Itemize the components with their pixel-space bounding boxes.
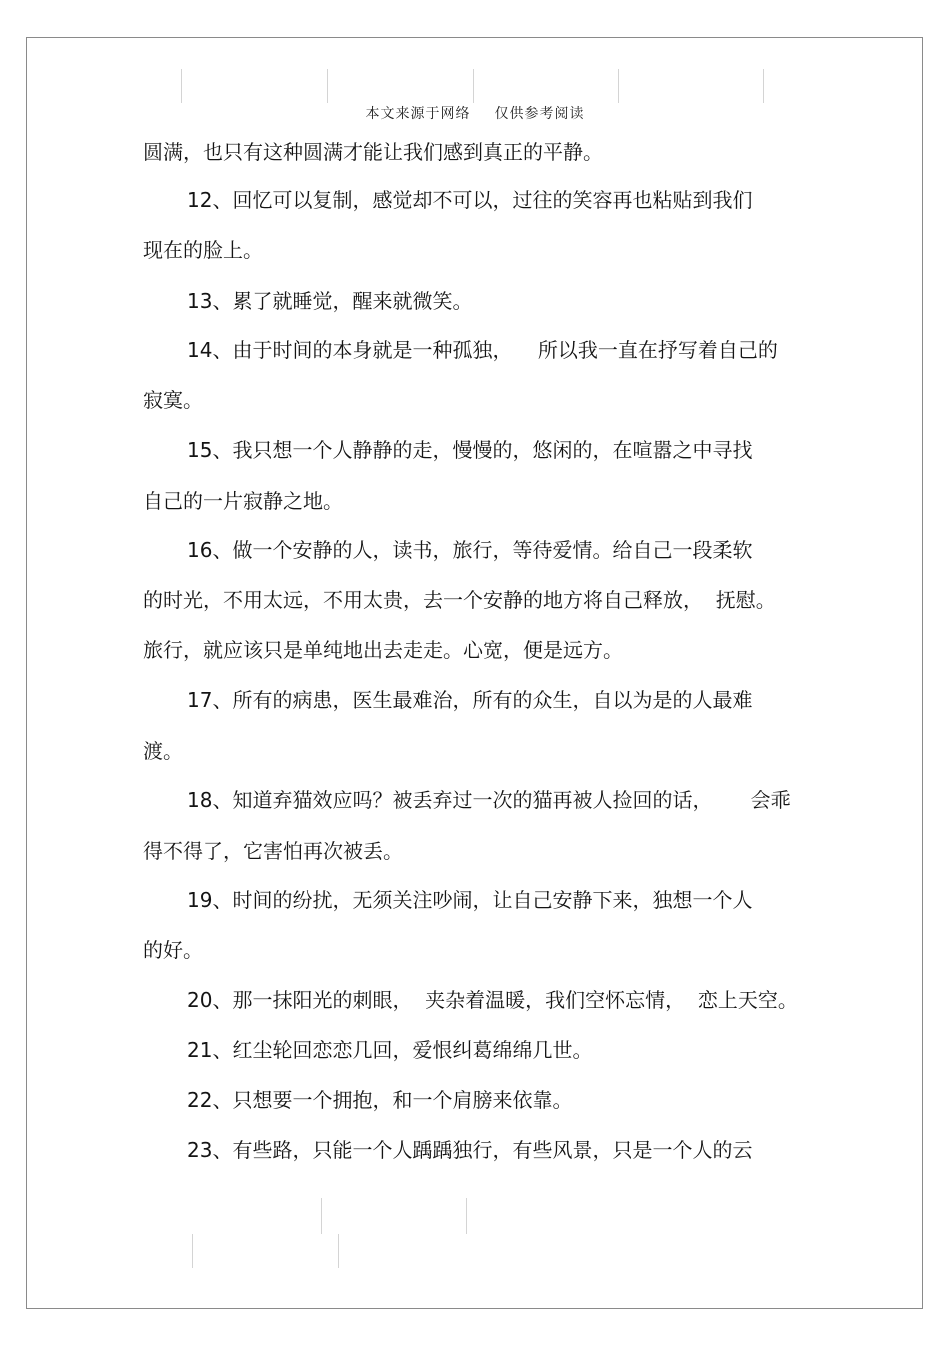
top-column-tick	[618, 69, 619, 103]
text-line: 旅行，就应该只是单纯地出去走走。心宽，便是远方。	[143, 638, 623, 662]
page-border	[26, 37, 923, 1309]
bottom-column-tick	[321, 1198, 322, 1234]
text-line: 19、时间的纷扰，无须关注吵闹，让自己安静下来，独想一个人	[187, 888, 753, 912]
text-line: 自己的一片寂静之地。	[143, 489, 343, 513]
text-line: 22、只想要一个拥抱，和一个肩膀来依靠。	[187, 1088, 573, 1112]
text-line: 15、我只想一个人静静的走，慢慢的，悠闲的，在喧嚣之中寻找	[187, 438, 753, 462]
text-line: 13、累了就睡觉，醒来就微笑。	[187, 289, 473, 313]
text-line: 圆满，也只有这种圆满才能让我们感到真正的平静。	[143, 140, 603, 164]
text-line: 的时光，不用太远，不用太贵，去一个安静的地方将自己释放， 抚慰。	[143, 588, 776, 612]
text-line: 14、由于时间的本身就是一种孤独， 所以我一直在抒写着自己的	[187, 338, 778, 362]
text-line: 现在的脸上。	[143, 238, 263, 262]
source-note: 本文来源于网络	[365, 106, 471, 122]
header-note	[0, 103, 950, 123]
text-line: 渡。	[143, 739, 183, 763]
text-line: 寂寞。	[143, 388, 203, 412]
text-line: 17、所有的病患，医生最难治，所有的众生，自以为是的人最难	[187, 688, 753, 712]
bottom-column-tick	[466, 1198, 467, 1234]
text-line: 16、做一个安静的人，读书，旅行，等待爱情。给自己一段柔软	[187, 538, 753, 562]
bottom-column-tick	[338, 1234, 339, 1268]
reference-note: 仅供参考阅读	[494, 106, 585, 122]
text-line: 23、有些路，只能一个人踽踽独行，有些风景，只是一个人的云	[187, 1138, 753, 1162]
bottom-column-tick	[192, 1234, 193, 1268]
top-column-tick	[473, 69, 474, 103]
text-line: 18、知道弃猫效应吗？被丢弃过一次的猫再被人捡回的话， 会乖	[187, 788, 791, 812]
top-column-tick	[763, 69, 764, 103]
text-line: 12、回忆可以复制，感觉却不可以，过往的笑容再也粘贴到我们	[187, 188, 753, 212]
text-line: 得不得了，它害怕再次被丢。	[143, 839, 403, 863]
text-line: 21、红尘轮回恋恋几回，爱恨纠葛绵绵几世。	[187, 1038, 593, 1062]
text-line: 20、那一抹阳光的刺眼， 夹杂着温暖，我们空怀忘情， 恋上天空。	[187, 988, 798, 1012]
top-column-tick	[181, 69, 182, 103]
text-line: 的好。	[143, 938, 203, 962]
top-column-tick	[327, 69, 328, 103]
